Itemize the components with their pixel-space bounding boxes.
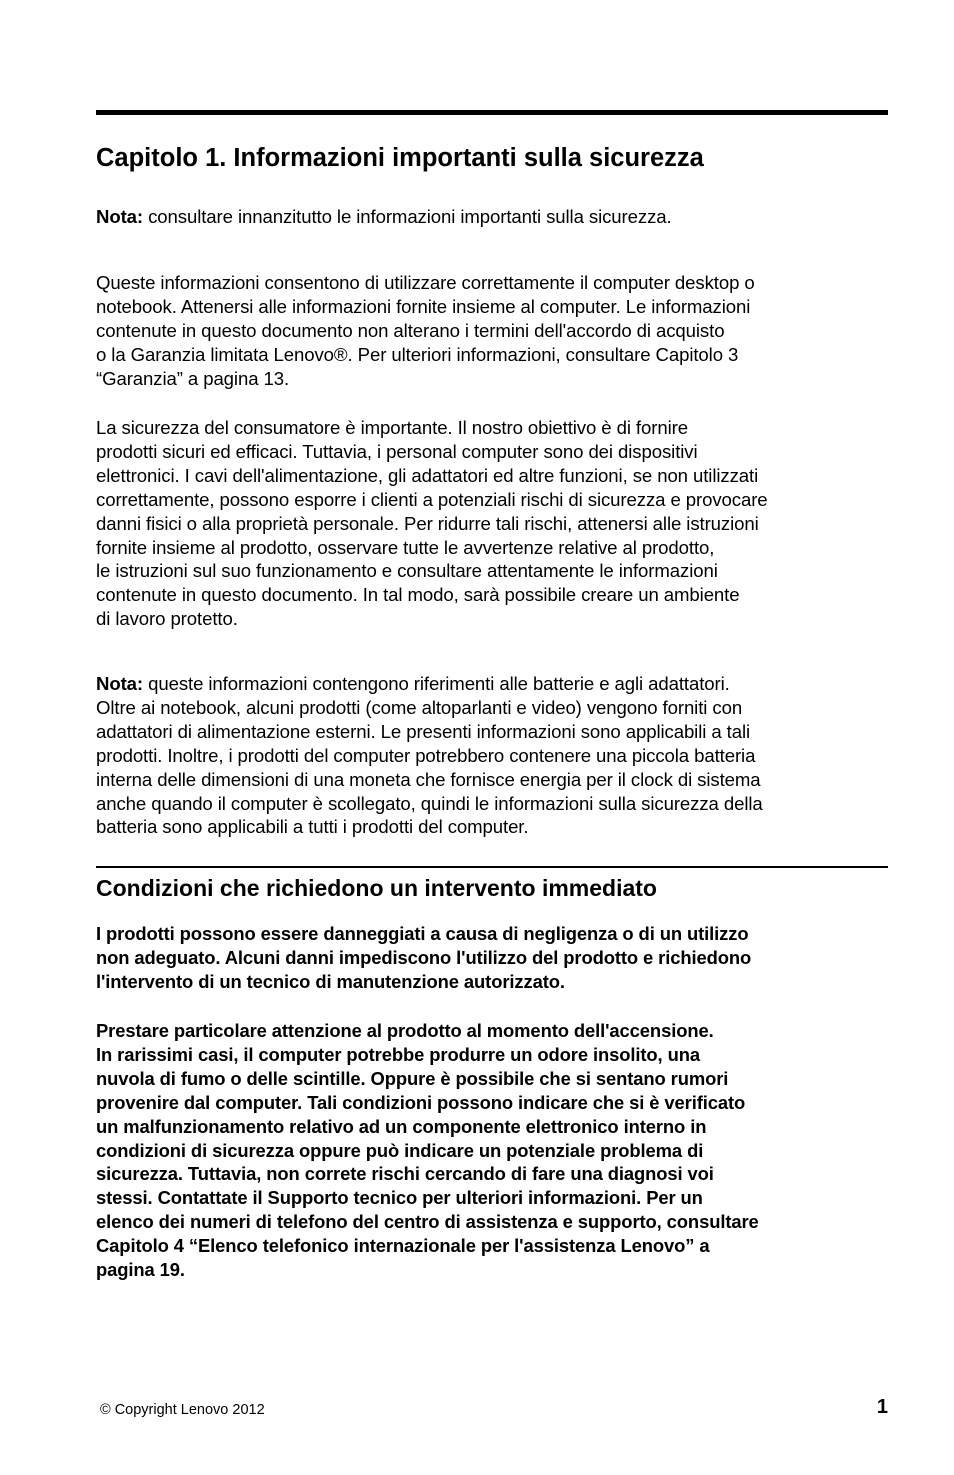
text-line: sicurezza. Tuttavia, non correte rischi cercando di fare una diagnosi voi — [96, 1163, 714, 1185]
text-line: fornite insieme al prodotto, osservare tutte le avvertenze relative al prodotto, — [96, 536, 715, 558]
text-line: In rarissimi casi, il computer potrebbe produrre un odore insolito, una — [96, 1043, 700, 1065]
section-top-rule — [96, 866, 888, 868]
note-label: Nota: — [96, 206, 144, 227]
note-label: Nota: — [96, 673, 144, 694]
text-line: l'intervento di un tecnico di manutenzione autorizzato. — [96, 970, 565, 992]
warning-paragraph-1 — [96, 922, 892, 994]
page-number: 1 — [876, 1396, 888, 1418]
text-line: danni fisici o alla proprietà personale. Per ridurre tali rischi, attenersi alle istruzioni — [96, 512, 759, 534]
text-line: Oltre ai notebook, alcuni prodotti (come altoparlanti e video) vengono forniti con — [96, 696, 743, 718]
text-line: interna delle dimensioni di una moneta che fornisce energia per il clock di sistema — [96, 768, 761, 790]
text-line: anche quando il computer è scollegato, quindi le informazioni sulla sicurezza della — [96, 792, 763, 814]
text-line: prodotti. Inoltre, i prodotti del computer potrebbero contenere una piccola batteria — [96, 744, 756, 766]
note-text: queste informazioni contengono riferimenti alle batterie e agli adattatori. — [148, 673, 730, 694]
text-line: Queste informazioni consentono di utilizzare correttamente il computer desktop o — [96, 272, 755, 293]
text-line: La sicurezza del consumatore è importante. Il nostro obiettivo è di fornire — [96, 417, 688, 438]
text-line: Prestare particolare attenzione al prodotto al momento dell'accensione. — [96, 1020, 714, 1041]
text-line: correttamente, possono esporre i clienti a potenziali rischi di sicurezza e provocare — [96, 488, 768, 510]
text-line: prodotti sicuri ed efficaci. Tuttavia, i personal computer sono dei dispositivi — [96, 440, 698, 462]
copyright-notice: © Copyright Lenovo 2012 — [100, 1402, 265, 1418]
text-line: contenute in questo documento non alterano i termini dell'accordo di acquisto — [96, 319, 725, 341]
text-line: o la Garanzia limitata Lenovo®. Per ulteriori informazioni, consultare Capitolo 3 — [96, 343, 739, 365]
text-line: stessi. Contattate il Supporto tecnico per ulteriori informazioni. Per un — [96, 1187, 703, 1209]
text-line: pagina 19. — [96, 1259, 185, 1281]
section-title: Condizioni che richiedono un intervento immediato — [96, 875, 657, 901]
text-line: provenire dal computer. Tali condizioni possono indicare che si è verificato — [96, 1091, 746, 1113]
safety-paragraph — [96, 416, 892, 631]
text-line: contenute in questo documento. In tal modo, sarà possibile creare un ambiente — [96, 584, 740, 606]
note-paragraph-1 — [96, 205, 892, 229]
text-line: adattatori di alimentazione esterni. Le presenti informazioni sono applicabili a tali — [96, 720, 751, 742]
chapter-top-rule — [96, 110, 888, 115]
note-paragraph-2 — [96, 672, 892, 839]
text-line: di lavoro protetto. — [96, 608, 238, 630]
text-line: Capitolo 4 “Elenco telefonico internazionale per l'assistenza Lenovo” a — [96, 1235, 710, 1257]
text-line: batteria sono applicabili a tutti i prodotti del computer. — [96, 816, 529, 838]
text-line: notebook. Attenersi alle informazioni fornite insieme al computer. Le informazioni — [96, 295, 751, 317]
text-line: le istruzioni sul suo funzionamento e consultare attentamente le informazioni — [96, 560, 718, 582]
text-line: un malfunzionamento relativo ad un componente elettronico interno in — [96, 1115, 707, 1137]
warning-paragraph-2 — [96, 1019, 892, 1282]
text-line: condizioni di sicurezza oppure può indicare un potenziale problema di — [96, 1139, 704, 1161]
text-line: elenco dei numeri di telefono del centro di assistenza e supporto, consultare — [96, 1211, 759, 1233]
text-line: I prodotti possono essere danneggiati a causa di negligenza o di un utilizzo — [96, 923, 749, 944]
text-line: elettronici. I cavi dell'alimentazione, gli adattatori ed altre funzioni, se non utilizzati — [96, 464, 759, 486]
note-text: consultare innanzitutto le informazioni importanti sulla sicurezza. — [148, 206, 672, 227]
intro-paragraph — [96, 271, 892, 391]
text-line: “Garanzia” a pagina 13. — [96, 367, 290, 389]
chapter-title: Capitolo 1. Informazioni importanti sulla sicurezza — [96, 144, 704, 172]
text-line: nuvola di fumo o delle scintille. Oppure è possibile che si sentano rumori — [96, 1067, 729, 1089]
text-line: non adeguato. Alcuni danni impediscono l'utilizzo del prodotto e richiedono — [96, 946, 752, 968]
